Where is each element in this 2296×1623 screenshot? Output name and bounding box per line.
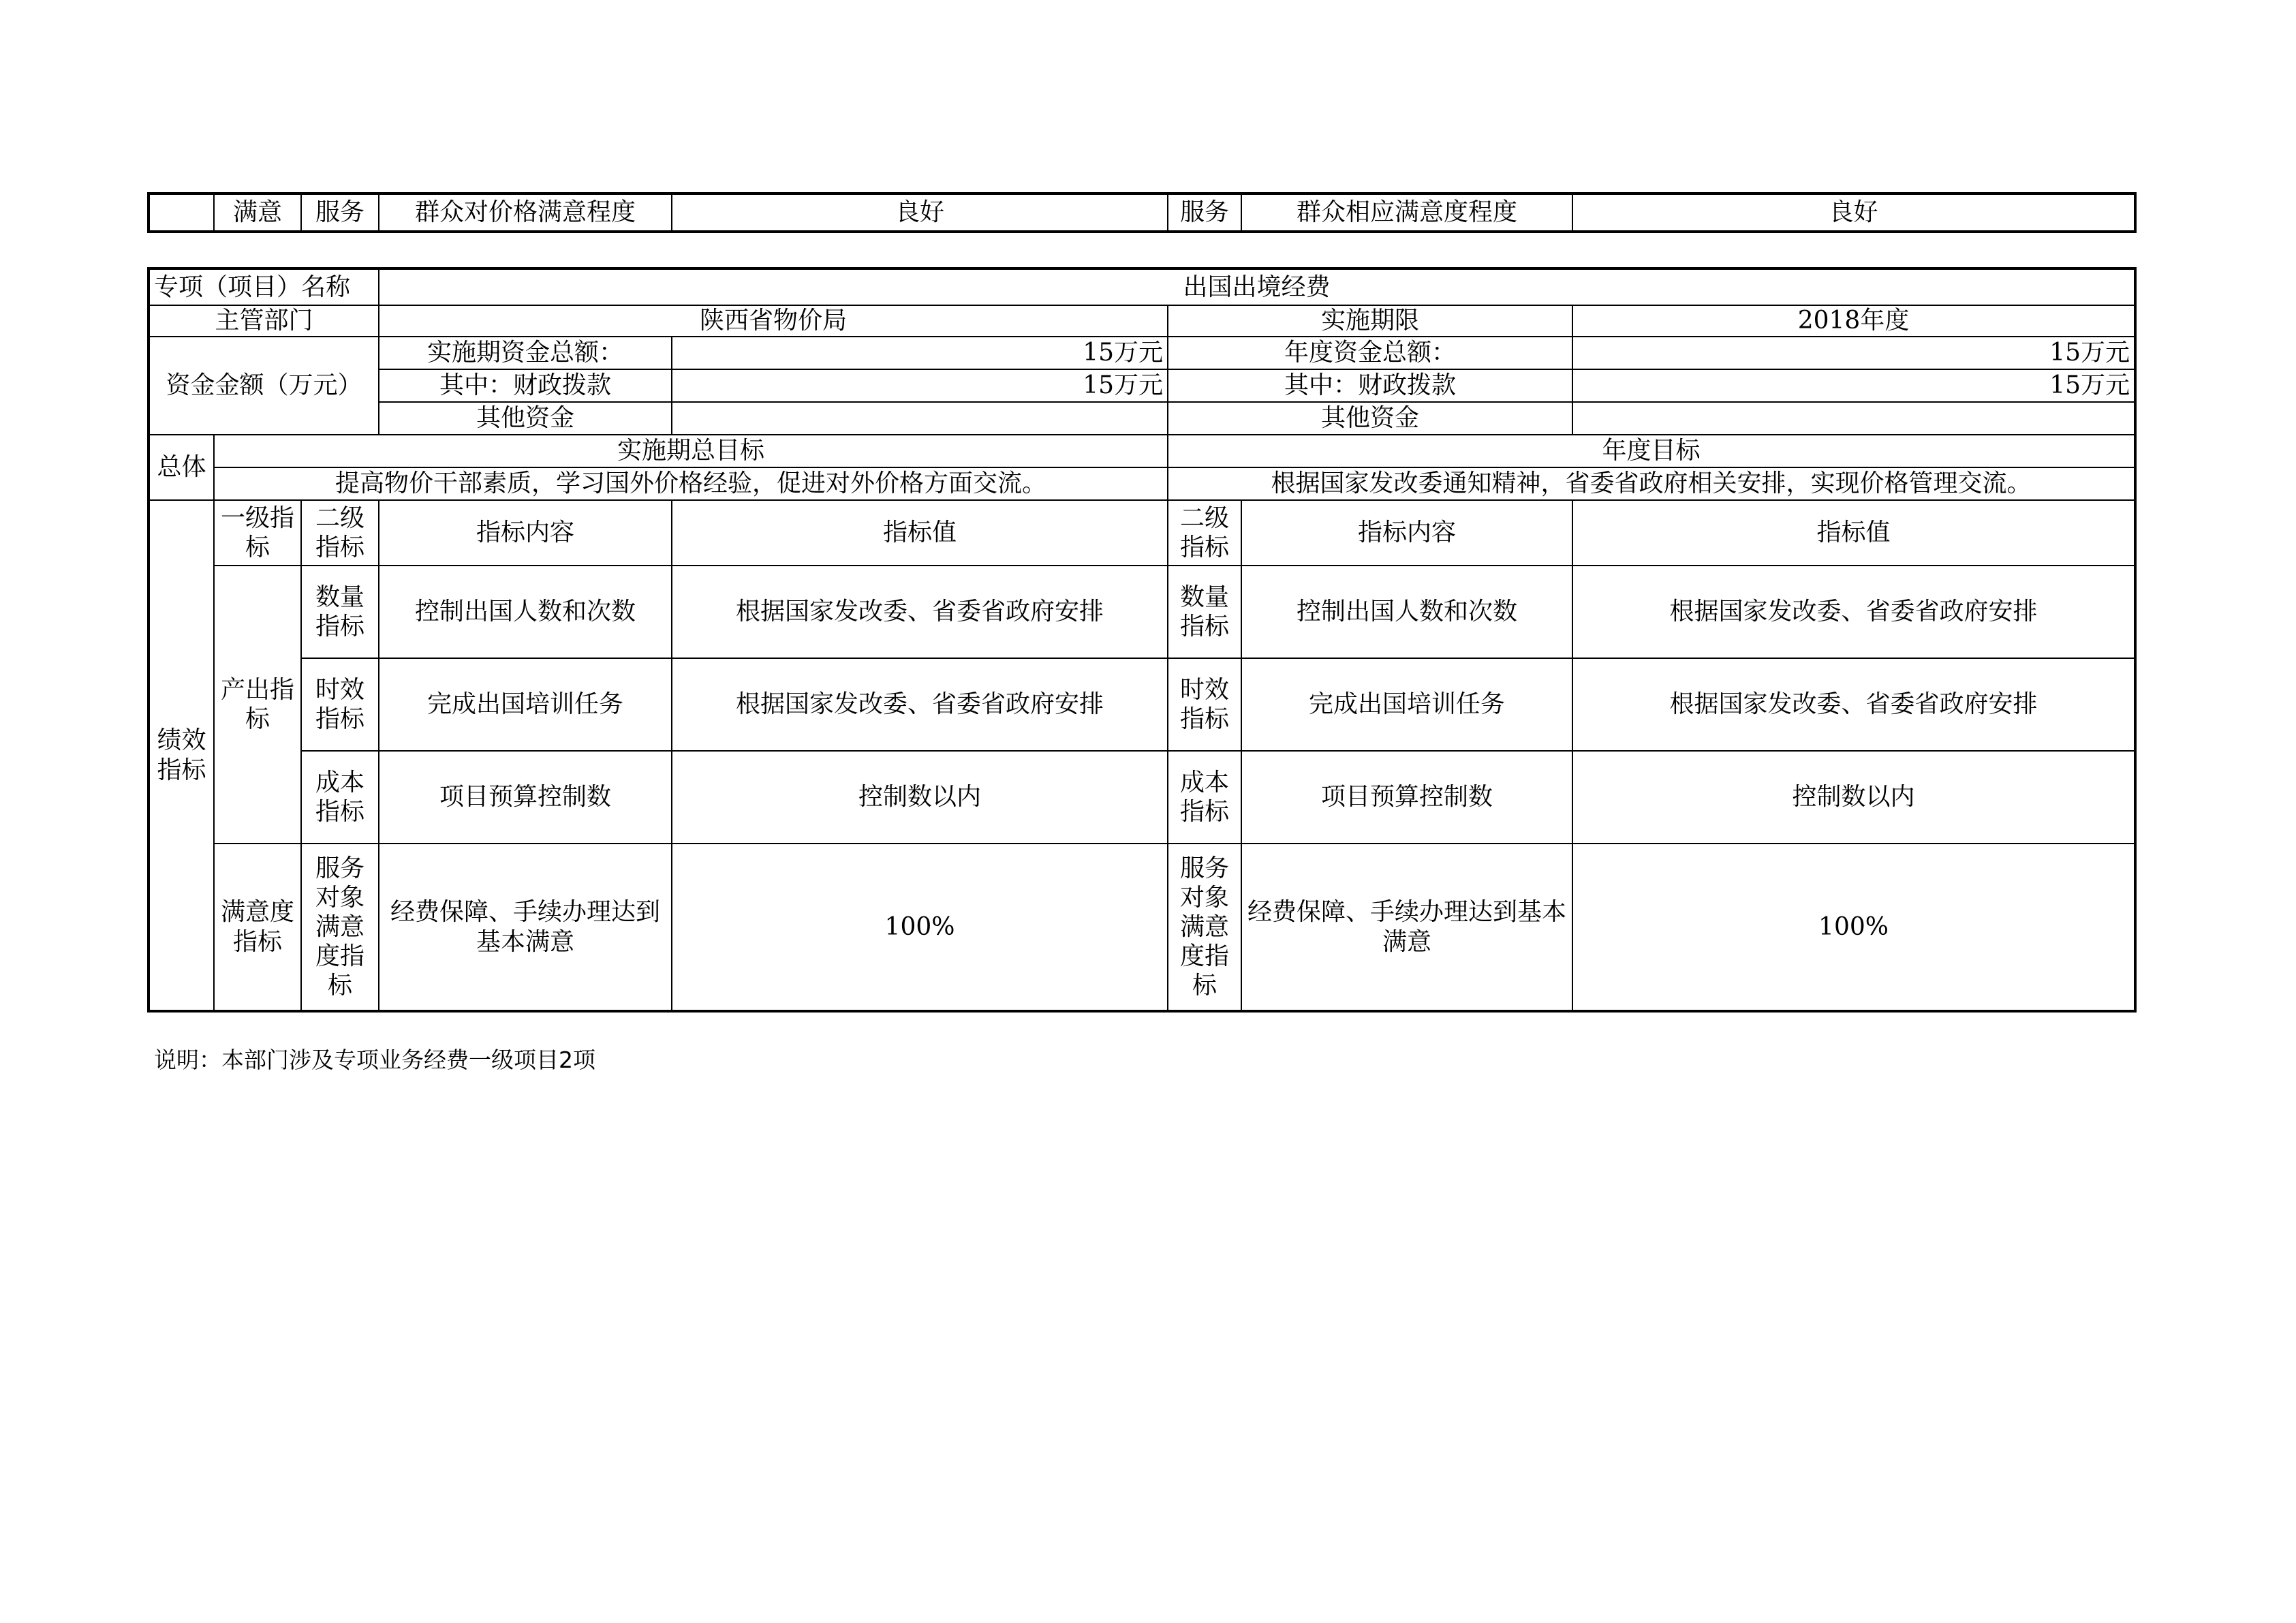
total-value: 15万元 bbox=[672, 337, 1168, 369]
row-l2-annual: 成本指标 bbox=[1168, 751, 1241, 844]
top-cell-2: 服务 bbox=[301, 194, 379, 232]
fiscal-value: 15万元 bbox=[672, 369, 1168, 402]
period-goal-text: 提高物价干部素质，学习国外价格经验，促进对外价格方面交流。 bbox=[214, 467, 1168, 500]
header-level2: 二级指标 bbox=[301, 500, 379, 566]
row-value-annual: 根据国家发改委、省委省政府安排 bbox=[1572, 658, 2135, 751]
top-cell-7: 良好 bbox=[1572, 194, 2135, 232]
row-value: 根据国家发改委、省委省政府安排 bbox=[672, 566, 1168, 658]
period-label: 实施期限 bbox=[1168, 305, 1572, 337]
top-cell-6: 群众相应满意度程度 bbox=[1241, 194, 1572, 232]
other-value-annual bbox=[1572, 402, 2135, 435]
dept-label: 主管部门 bbox=[149, 305, 379, 337]
row-content-annual: 完成出国培训任务 bbox=[1241, 658, 1572, 751]
row-value-annual: 控制数以内 bbox=[1572, 751, 2135, 844]
project-name-label: 专项（项目）名称 bbox=[149, 268, 379, 305]
annual-value: 15万元 bbox=[1572, 337, 2135, 369]
top-cell-5: 服务 bbox=[1168, 194, 1241, 232]
performance-table bbox=[147, 267, 2137, 1013]
top-cell-3: 群众对价格满意程度 bbox=[379, 194, 672, 232]
dept-value: 陕西省物价局 bbox=[379, 305, 1168, 337]
annual-goal-header: 年度目标 bbox=[1168, 435, 2135, 467]
annual-goal-text: 根据国家发改委通知精神，省委省政府相关安排，实现价格管理交流。 bbox=[1168, 467, 2135, 500]
row-l2: 成本指标 bbox=[301, 751, 379, 844]
header-level2-annual: 二级指标 bbox=[1168, 500, 1241, 566]
perf-label: 绩效指标 bbox=[149, 500, 214, 1011]
header-content: 指标内容 bbox=[379, 500, 672, 566]
other-label-annual: 其他资金 bbox=[1168, 402, 1572, 435]
footnote: 说明：本部门涉及专项业务经费一级项目2项 bbox=[154, 1047, 595, 1073]
row-content: 控制出国人数和次数 bbox=[379, 566, 672, 658]
overall-label: 总体 bbox=[149, 435, 214, 500]
row-value: 100% bbox=[672, 844, 1168, 1011]
row-l2: 时效指标 bbox=[301, 658, 379, 751]
header-content-annual: 指标内容 bbox=[1241, 500, 1572, 566]
satisfaction-label: 满意度指标 bbox=[214, 844, 301, 1011]
total-label: 实施期资金总额： bbox=[379, 337, 672, 369]
row-value: 控制数以内 bbox=[672, 751, 1168, 844]
row-value: 根据国家发改委、省委省政府安排 bbox=[672, 658, 1168, 751]
header-value: 指标值 bbox=[672, 500, 1168, 566]
fiscal-value-annual: 15万元 bbox=[1572, 369, 2135, 402]
empty-cell bbox=[149, 194, 214, 232]
fiscal-label-annual: 其中：财政拨款 bbox=[1168, 369, 1572, 402]
row-l2-annual: 数量指标 bbox=[1168, 566, 1241, 658]
period-value: 2018年度 bbox=[1572, 305, 2135, 337]
row-content-annual: 经费保障、手续办理达到基本满意 bbox=[1241, 844, 1572, 1011]
row-content-annual: 项目预算控制数 bbox=[1241, 751, 1572, 844]
output-label: 产出指标 bbox=[214, 566, 301, 844]
row-l2: 数量指标 bbox=[301, 566, 379, 658]
row-value-annual: 100% bbox=[1572, 844, 2135, 1011]
project-name-value: 出国出境经费 bbox=[379, 268, 2135, 305]
row-content-annual: 控制出国人数和次数 bbox=[1241, 566, 1572, 658]
row-l2: 服务对象满意度指标 bbox=[301, 844, 379, 1011]
other-value bbox=[672, 402, 1168, 435]
header-level1: 一级指标 bbox=[214, 500, 301, 566]
row-content: 完成出国培训任务 bbox=[379, 658, 672, 751]
fund-label: 资金金额（万元） bbox=[149, 337, 379, 435]
row-value-annual: 根据国家发改委、省委省政府安排 bbox=[1572, 566, 2135, 658]
row-l2-annual: 服务对象满意度指标 bbox=[1168, 844, 1241, 1011]
row-content: 经费保障、手续办理达到基本满意 bbox=[379, 844, 672, 1011]
top-fragment-table bbox=[147, 192, 2137, 233]
annual-label: 年度资金总额： bbox=[1168, 337, 1572, 369]
row-content: 项目预算控制数 bbox=[379, 751, 672, 844]
top-cell-4: 良好 bbox=[672, 194, 1168, 232]
other-label: 其他资金 bbox=[379, 402, 672, 435]
row-l2-annual: 时效指标 bbox=[1168, 658, 1241, 751]
header-value-annual: 指标值 bbox=[1572, 500, 2135, 566]
top-cell-1: 满意 bbox=[214, 194, 301, 232]
period-goal-header: 实施期总目标 bbox=[214, 435, 1168, 467]
fiscal-label: 其中：财政拨款 bbox=[379, 369, 672, 402]
